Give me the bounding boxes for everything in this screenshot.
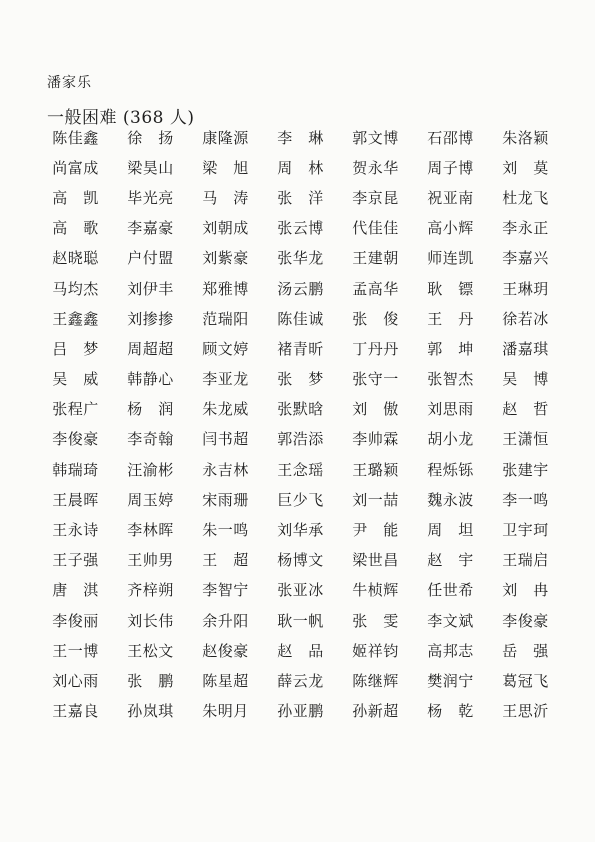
name-cell: 高 歌	[52, 219, 99, 238]
name-cell: 孙新超	[352, 702, 399, 721]
name-cell: 徐 扬	[127, 128, 174, 147]
name-cell: 姬祥钧	[352, 641, 399, 660]
name-cell: 张 雯	[352, 611, 399, 630]
name-cell: 王瑞启	[502, 551, 549, 570]
name-cell: 王琳玥	[502, 279, 549, 298]
name-cell: 吴 威	[52, 370, 99, 389]
name-cell: 张亚冰	[277, 581, 324, 600]
name-cell: 刘心雨	[52, 671, 99, 690]
name-cell: 王思沂	[502, 702, 549, 721]
name-cell: 杨 乾	[427, 702, 474, 721]
name-cell: 李俊豪	[502, 611, 549, 630]
name-cell: 张建宇	[502, 460, 549, 479]
name-grid	[38, 122, 578, 726]
name-cell: 刘一喆	[352, 490, 399, 509]
name-cell: 王鑫鑫	[52, 309, 99, 328]
name-cell: 朱洛颖	[502, 128, 549, 147]
name-cell: 郭 坤	[427, 339, 474, 358]
name-cell: 王一博	[52, 641, 99, 660]
name-cell: 石邵博	[427, 128, 474, 147]
name-cell: 李文斌	[427, 611, 474, 630]
name-cell: 卫宇珂	[502, 521, 549, 540]
name-cell: 高邦志	[427, 641, 474, 660]
name-cell: 刘长伟	[127, 611, 174, 630]
name-cell: 王永诗	[52, 521, 99, 540]
name-cell: 杜龙飞	[502, 188, 549, 207]
name-cell: 周玉婷	[127, 490, 174, 509]
name-cell: 李嘉豪	[127, 219, 174, 238]
name-cell: 顾文婷	[202, 339, 249, 358]
name-cell: 吴 博	[502, 370, 549, 389]
name-cell: 王建朝	[352, 249, 399, 268]
name-cell: 范瑞阳	[202, 309, 249, 328]
name-cell: 耿一帆	[277, 611, 324, 630]
name-cell: 王松文	[127, 641, 174, 660]
name-cell: 王 超	[202, 551, 249, 570]
name-cell: 马均杰	[52, 279, 99, 298]
name-cell: 刘 冉	[502, 581, 549, 600]
name-cell: 吕 梦	[52, 339, 99, 358]
name-cell: 王晨晖	[52, 490, 99, 509]
name-cell: 高小辉	[427, 219, 474, 238]
name-cell: 魏永波	[427, 490, 474, 509]
name-cell: 赵 哲	[502, 400, 549, 419]
name-cell: 程烁铄	[427, 460, 474, 479]
name-cell: 李俊豪	[52, 430, 99, 449]
name-cell: 张 洋	[277, 188, 324, 207]
name-cell: 张智杰	[427, 370, 474, 389]
name-cell: 代佳佳	[352, 219, 399, 238]
name-cell: 刘华承	[277, 521, 324, 540]
name-cell: 赵 品	[277, 641, 324, 660]
name-cell: 周 林	[277, 158, 324, 177]
name-cell: 周超超	[127, 339, 174, 358]
name-cell: 李奇翰	[127, 430, 174, 449]
name-cell: 王嘉良	[52, 702, 99, 721]
name-cell: 唐 淇	[52, 581, 99, 600]
name-cell: 樊润宁	[427, 671, 474, 690]
name-cell: 褚青昕	[277, 339, 324, 358]
name-cell: 陈星超	[202, 671, 249, 690]
name-cell: 张云博	[277, 219, 324, 238]
name-cell: 汤云鹏	[277, 279, 324, 298]
name-cell: 郭文博	[352, 128, 399, 147]
name-cell: 张华龙	[277, 249, 324, 268]
name-cell: 潘嘉琪	[502, 339, 549, 358]
name-cell: 王 丹	[427, 309, 474, 328]
name-cell: 李帅霖	[352, 430, 399, 449]
name-cell: 赵晓聪	[52, 249, 99, 268]
name-cell: 杨 润	[127, 400, 174, 419]
section-title: 一般困难 (368 人)	[47, 108, 195, 128]
name-cell: 毕光亮	[127, 188, 174, 207]
name-cell: 陈佳诚	[277, 309, 324, 328]
name-cell: 马 涛	[202, 188, 249, 207]
name-cell: 孟高华	[352, 279, 399, 298]
name-cell: 尹 能	[352, 521, 399, 540]
name-cell: 薛云龙	[277, 671, 324, 690]
name-cell: 李 琳	[277, 128, 324, 147]
name-cell: 赵俊豪	[202, 641, 249, 660]
name-cell: 刘伊丰	[127, 279, 174, 298]
name-cell: 韩静心	[127, 370, 174, 389]
name-cell: 王念瑶	[277, 460, 324, 479]
name-cell: 高 凯	[52, 188, 99, 207]
header-name: 潘家乐	[47, 75, 92, 91]
name-cell: 余升阳	[202, 611, 249, 630]
name-cell: 王子强	[52, 551, 99, 570]
name-cell: 闫书超	[202, 430, 249, 449]
name-cell: 陈佳鑫	[52, 128, 99, 147]
name-cell: 李俊丽	[52, 611, 99, 630]
name-cell: 牛桢辉	[352, 581, 399, 600]
name-cell: 赵 宇	[427, 551, 474, 570]
name-cell: 王璐颖	[352, 460, 399, 479]
name-cell: 孙亚鹏	[277, 702, 324, 721]
name-cell: 张 俊	[352, 309, 399, 328]
name-cell: 李林晖	[127, 521, 174, 540]
name-cell: 刘朝成	[202, 219, 249, 238]
name-cell: 师连凯	[427, 249, 474, 268]
name-cell: 李京昆	[352, 188, 399, 207]
name-cell: 朱一鸣	[202, 521, 249, 540]
name-cell: 胡小龙	[427, 430, 474, 449]
name-cell: 李永正	[502, 219, 549, 238]
name-cell: 王潇恒	[502, 430, 549, 449]
name-cell: 葛冠飞	[502, 671, 549, 690]
name-cell: 刘思雨	[427, 400, 474, 419]
name-cell: 岳 强	[502, 641, 549, 660]
name-cell: 尚富成	[52, 158, 99, 177]
name-cell: 张程广	[52, 400, 99, 419]
name-cell: 李智宁	[202, 581, 249, 600]
name-cell: 徐若冰	[502, 309, 549, 328]
name-cell: 郭浩添	[277, 430, 324, 449]
name-cell: 汪渝彬	[127, 460, 174, 479]
name-cell: 永吉林	[202, 460, 249, 479]
name-cell: 刘掺掺	[127, 309, 174, 328]
name-cell: 郑雅博	[202, 279, 249, 298]
name-cell: 张 梦	[277, 370, 324, 389]
name-cell: 耿 镖	[427, 279, 474, 298]
name-cell: 梁 旭	[202, 158, 249, 177]
name-cell: 张守一	[352, 370, 399, 389]
name-cell: 周子博	[427, 158, 474, 177]
name-cell: 贺永华	[352, 158, 399, 177]
name-cell: 刘紫豪	[202, 249, 249, 268]
name-cell: 张 鹏	[127, 671, 174, 690]
name-cell: 刘 莫	[502, 158, 549, 177]
name-cell: 梁昊山	[127, 158, 174, 177]
name-cell: 朱明月	[202, 702, 249, 721]
name-cell: 张默晗	[277, 400, 324, 419]
name-cell: 韩瑞琦	[52, 460, 99, 479]
name-cell: 周 坦	[427, 521, 474, 540]
name-cell: 王帅男	[127, 551, 174, 570]
name-cell: 李一鸣	[502, 490, 549, 509]
name-cell: 巨少飞	[277, 490, 324, 509]
name-cell: 朱龙威	[202, 400, 249, 419]
name-cell: 杨博文	[277, 551, 324, 570]
name-cell: 梁世昌	[352, 551, 399, 570]
name-cell: 孙岚琪	[127, 702, 174, 721]
name-cell: 祝亚南	[427, 188, 474, 207]
name-cell: 刘 傲	[352, 400, 399, 419]
name-cell: 陈继辉	[352, 671, 399, 690]
name-cell: 齐梓朔	[127, 581, 174, 600]
name-cell: 李嘉兴	[502, 249, 549, 268]
name-cell: 宋雨珊	[202, 490, 249, 509]
name-cell: 丁丹丹	[352, 339, 399, 358]
name-cell: 任世希	[427, 581, 474, 600]
name-cell: 李亚龙	[202, 370, 249, 389]
name-cell: 户付盟	[127, 249, 174, 268]
name-cell: 康隆源	[202, 128, 249, 147]
